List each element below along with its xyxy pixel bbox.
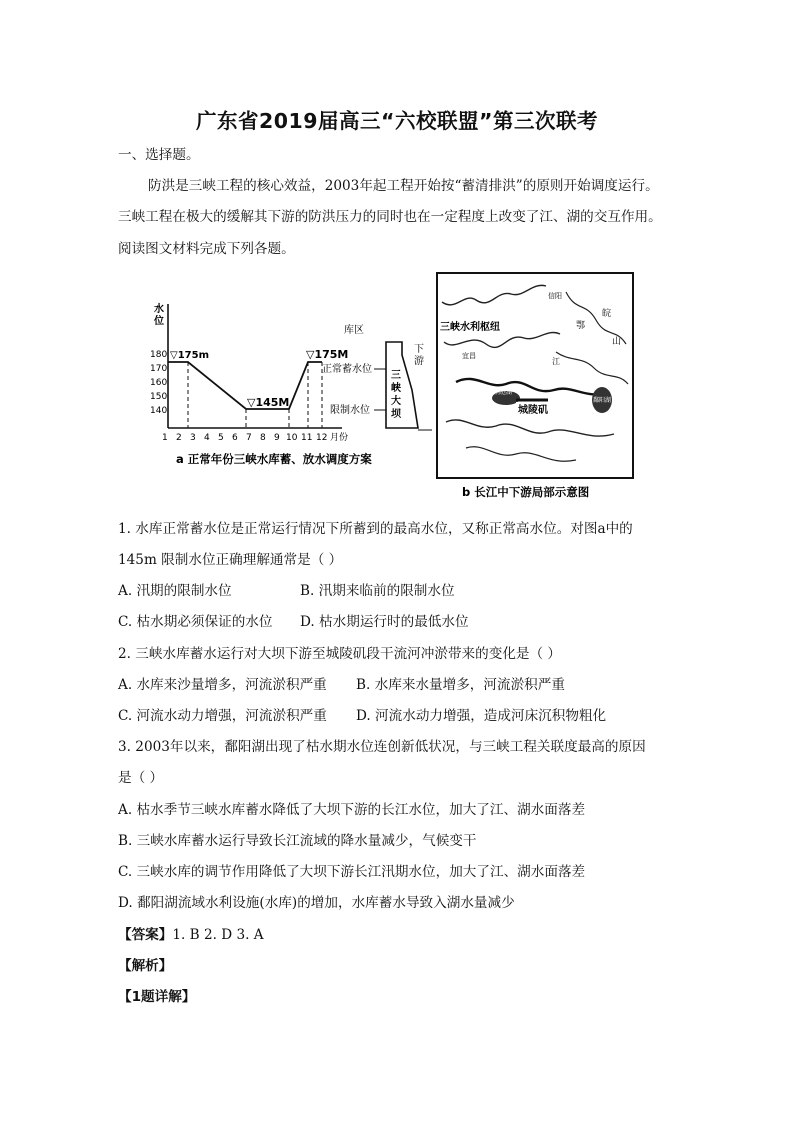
xtick-2: 2 <box>176 433 182 443</box>
label-xinyang: 信阳 <box>548 292 562 300</box>
mark-175m: ▽175m <box>170 350 209 361</box>
mark-175m-upper: ▽175M <box>306 348 349 361</box>
ylabel-2: 位 <box>154 316 164 327</box>
xtick-7: 7 <box>246 433 252 443</box>
q2-option-d: D. 河流水动力增强，造成河床沉积物粗化 <box>356 708 607 724</box>
xtick-1: 1 <box>162 433 168 443</box>
figure-b-caption: b 长江中下游局部示意图 <box>462 485 590 499</box>
answer-text: 1. B 2. D 3. A <box>172 927 264 943</box>
xtick-10: 10 <box>286 433 298 443</box>
label-shan: 山 <box>612 337 622 347</box>
q1-line-1: 1. 水库正常蓄水位是正常运行情况下所蓄到的最高水位，又称正常高水位。对图a中的 <box>118 521 633 537</box>
ytick-160: 160 <box>150 378 168 388</box>
dam-char-2: 峡 <box>391 383 401 394</box>
q3-option-a: A. 枯水季节三峡水库蓄水降低了大坝下游的长江水位，加大了江、湖水面落差 <box>118 802 586 818</box>
figure-a-caption: a 正常年份三峡水库蓄、放水调度方案 <box>176 452 372 466</box>
xtick-4: 4 <box>204 433 210 443</box>
dam-char-3: 大 <box>391 396 401 407</box>
q1-option-a: A. 汛期的限制水位 <box>118 583 232 599</box>
answer-row <box>118 926 264 944</box>
q2-option-c: C. 河流水动力增强，河流淤积严重 <box>118 708 327 724</box>
dam-char-4: 坝 <box>391 409 401 420</box>
intro-line-1: 防洪是三峡工程的核心效益，2003年起工程开始按“蓄清排洪”的原则开始调度运行。 <box>148 178 659 194</box>
ytick-140: 140 <box>150 406 168 416</box>
label-jiang: 江 <box>552 357 560 366</box>
label-normal: 正常蓄水位 <box>322 364 372 375</box>
q3-option-d: D. 鄱阳湖流域水利设施(水库)的增加，水库蓄水导致入湖水量减少 <box>118 895 515 911</box>
label-limit: 限制水位 <box>330 405 370 416</box>
q2-line-1: 2. 三峡水库蓄水运行对大坝下游至城陵矶段干流河冲淤带来的变化是（ ） <box>118 646 562 662</box>
label-e: 鄂 <box>576 321 586 331</box>
analysis-heading: 【解析】 <box>118 958 173 974</box>
q1-option-c: C. 枯水期必须保证的水位 <box>118 614 273 630</box>
xtick-9: 9 <box>274 433 280 443</box>
ytick-150: 150 <box>150 392 168 402</box>
q1-line-2: 145m 限制水位正确理解通常是（ ） <box>118 552 343 568</box>
xtick-5: 5 <box>218 433 224 443</box>
section-heading: 一、选择题。 <box>118 147 200 163</box>
dam-char-1: 三 <box>391 370 401 381</box>
label-poyang: 鄱阳湖 <box>593 397 612 404</box>
q2-option-b: B. 水库来水量增多，河流淤积严重 <box>356 677 565 693</box>
answer-label: 【答案】 <box>118 927 173 943</box>
label-yichang: 宜昌 <box>462 352 476 360</box>
q1-option-d: D. 枯水期运行时的最低水位 <box>300 614 469 630</box>
q2-option-a: A. 水库来沙量增多，河流淤积严重 <box>118 677 327 693</box>
xtick-3: 3 <box>190 433 196 443</box>
ylabel-1: 水 <box>154 304 164 315</box>
xtick-12: 12 <box>316 433 328 443</box>
label-kuqu: 库区 <box>344 325 364 336</box>
page-title: 广东省2019届高三“六校联盟”第三次联考 <box>195 109 598 133</box>
figure-a-chart <box>146 270 434 500</box>
detail-heading: 【1题详解】 <box>118 989 196 1005</box>
label-xiayou-1: 下 <box>414 344 424 355</box>
q3-option-b: B. 三峡水库蓄水运行导致长江流域的降水量减少，气候变干 <box>118 833 477 849</box>
label-hub: 三峡水利枢纽 <box>440 322 500 333</box>
figure-b-map <box>436 272 634 502</box>
intro-line-3: 阅读图文材料完成下列各题。 <box>118 241 295 257</box>
label-dongting: 洞庭湖 <box>494 389 513 396</box>
xtick-8: 8 <box>260 433 266 443</box>
ytick-170: 170 <box>150 364 168 374</box>
q3-line-1: 3. 2003年以来，鄱阳湖出现了枯水期水位连创新低状况，与三峡工程关联度最高的原因 <box>118 739 646 755</box>
xtick-6: 6 <box>232 433 238 443</box>
label-chenglingji: 城陵矶 <box>518 405 548 416</box>
q3-option-c: C. 三峡水库的调节作用降低了大坝下游长江汛期水位，加大了江、湖水面落差 <box>118 864 586 880</box>
q1-option-b: B. 汛期来临前的限制水位 <box>300 583 455 599</box>
ytick-180: 180 <box>150 350 168 360</box>
mark-145m: ▽145M <box>247 396 290 409</box>
xtick-11: 11 <box>301 433 313 443</box>
label-xiayou-2: 游 <box>414 356 424 367</box>
label-wan: 皖 <box>602 309 612 319</box>
intro-line-2: 三峡工程在极大的缓解其下游的防洪压力的同时也在一定程度上改变了江、湖的交互作用。 <box>118 209 662 225</box>
xunit: 月份 <box>330 433 349 443</box>
q3-line-2: 是（ ） <box>118 770 164 786</box>
